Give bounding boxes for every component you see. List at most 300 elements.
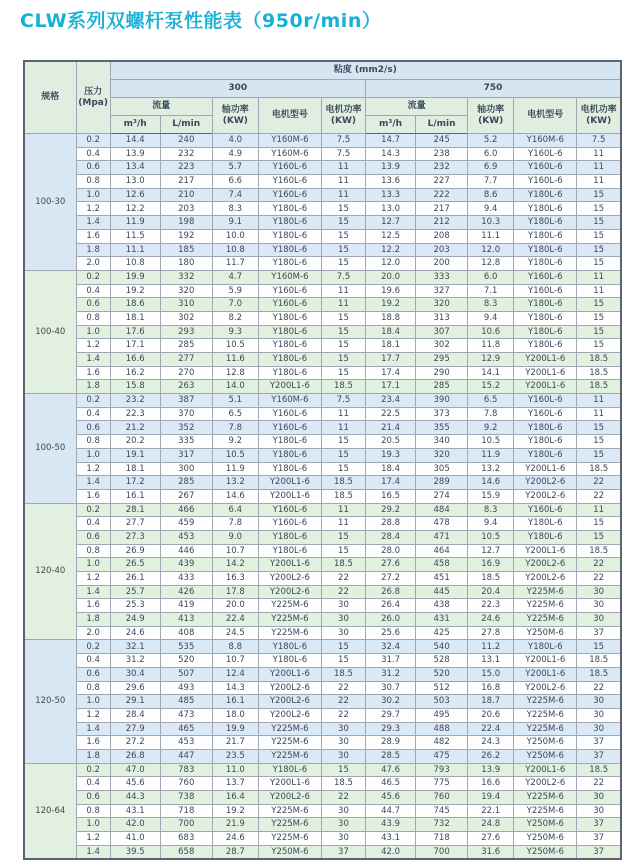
pressure-cell: 1.2	[76, 202, 110, 216]
header-motor-model-750: 电机型号	[514, 98, 577, 134]
motor-power-cell-300: 15	[321, 202, 365, 216]
motor-power-cell-300: 15	[321, 257, 365, 271]
motor-power-cell-750: 18.5	[577, 462, 621, 476]
shaft-power-label: 轴功率	[221, 105, 249, 116]
motor-model-cell-750: Y180L-6	[514, 257, 577, 271]
flow-lmin-cell-750: 333	[416, 270, 468, 284]
shaft-power-cell-750: 6.5	[468, 394, 514, 408]
shaft-power-cell-300: 9.3	[212, 325, 258, 339]
shaft-power-cell-300: 11.7	[212, 257, 258, 271]
table-row	[24, 462, 621, 476]
motor-model-cell-750: Y225M-6	[514, 613, 577, 627]
flow-m3h-cell-300: 32.1	[110, 640, 160, 654]
spec-cell: 100-50	[24, 394, 76, 504]
table-row	[24, 202, 621, 216]
motor-model-cell-300: Y180L-6	[258, 640, 321, 654]
shaft-power-cell-750: 15.0	[468, 667, 514, 681]
table-row	[24, 175, 621, 189]
flow-m3h-cell-750: 13.0	[366, 202, 416, 216]
motor-power-cell-300: 15	[321, 462, 365, 476]
motor-model-cell-300: Y180L-6	[258, 353, 321, 367]
motor-model-cell-300: Y200L2-6	[258, 791, 321, 805]
flow-m3h-cell-300: 26.9	[110, 544, 160, 558]
motor-power-cell-750: 22	[577, 558, 621, 572]
motor-model-cell-300: Y225M-6	[258, 599, 321, 613]
pressure-cell: 1.0	[76, 325, 110, 339]
flow-m3h-cell-300: 13.9	[110, 147, 160, 161]
flow-m3h-cell-750: 45.6	[366, 791, 416, 805]
shaft-power-cell-300: 4.9	[212, 147, 258, 161]
motor-power-cell-750: 11	[577, 270, 621, 284]
motor-power-cell-750: 37	[577, 832, 621, 846]
flow-lmin-cell-750: 482	[416, 736, 468, 750]
motor-model-cell-750: Y160L-6	[514, 407, 577, 421]
flow-m3h-cell-300: 15.8	[110, 380, 160, 394]
shaft-power-cell-750: 27.8	[468, 626, 514, 640]
flow-lmin-cell-300: 285	[160, 476, 212, 490]
pressure-cell: 0.6	[76, 298, 110, 312]
flow-m3h-cell-300: 11.5	[110, 229, 160, 243]
flow-lmin-cell-300: 293	[160, 325, 212, 339]
motor-model-cell-300: Y180L-6	[258, 462, 321, 476]
motor-model-cell-750: Y180L-6	[514, 517, 577, 531]
shaft-power-cell-300: 10.7	[212, 544, 258, 558]
table-row	[24, 777, 621, 791]
motor-model-cell-300: Y160L-6	[258, 517, 321, 531]
table-header	[24, 61, 621, 134]
flow-m3h-cell-300: 18.6	[110, 298, 160, 312]
motor-power-cell-750: 15	[577, 216, 621, 230]
flow-lmin-cell-300: 267	[160, 489, 212, 503]
flow-lmin-cell-750: 327	[416, 284, 468, 298]
flow-m3h-cell-300: 16.2	[110, 366, 160, 380]
motor-model-cell-750: Y200L1-6	[514, 544, 577, 558]
pressure-cell: 1.4	[76, 845, 110, 859]
motor-power-cell-300: 15	[321, 339, 365, 353]
motor-power-cell-750: 22	[577, 681, 621, 695]
motor-model-cell-750: Y180L-6	[514, 188, 577, 202]
pressure-cell: 1.6	[76, 489, 110, 503]
motor-power-cell-750: 11	[577, 407, 621, 421]
shaft-power-cell-750: 11.1	[468, 229, 514, 243]
motor-model-cell-300: Y160L-6	[258, 188, 321, 202]
shaft-power-cell-750: 5.2	[468, 134, 514, 148]
shaft-power-cell-300: 8.8	[212, 640, 258, 654]
motor-power-cell-750: 30	[577, 722, 621, 736]
pressure-cell: 1.6	[76, 229, 110, 243]
pressure-cell: 1.0	[76, 188, 110, 202]
table-row	[24, 681, 621, 695]
shaft-power-cell-300: 21.9	[212, 818, 258, 832]
flow-lmin-cell-300: 419	[160, 599, 212, 613]
shaft-power-label: 轴功率	[477, 105, 505, 116]
flow-lmin-cell-300: 738	[160, 791, 212, 805]
motor-power-cell-750: 15	[577, 325, 621, 339]
motor-power-cell-750: 37	[577, 736, 621, 750]
flow-lmin-cell-750: 700	[416, 845, 468, 859]
shaft-power-cell-750: 20.4	[468, 585, 514, 599]
flow-lmin-cell-300: 413	[160, 613, 212, 627]
shaft-power-cell-750: 24.3	[468, 736, 514, 750]
flow-m3h-cell-750: 25.6	[366, 626, 416, 640]
header-unit-lmin-750: L/min	[416, 116, 468, 134]
motor-power-cell-300: 15	[321, 216, 365, 230]
motor-power-cell-750: 15	[577, 435, 621, 449]
motor-power-cell-300: 15	[321, 325, 365, 339]
flow-m3h-cell-750: 14.3	[366, 147, 416, 161]
flow-m3h-cell-300: 29.6	[110, 681, 160, 695]
flow-lmin-cell-300: 465	[160, 722, 212, 736]
flow-lmin-cell-750: 208	[416, 229, 468, 243]
pressure-cell: 1.4	[76, 353, 110, 367]
flow-m3h-cell-750: 12.0	[366, 257, 416, 271]
header-shaft-power-300	[212, 98, 258, 134]
table-row	[24, 667, 621, 681]
flow-lmin-cell-300: 317	[160, 448, 212, 462]
motor-power-cell-750: 22	[577, 489, 621, 503]
pressure-cell: 1.6	[76, 736, 110, 750]
flow-m3h-cell-750: 21.4	[366, 421, 416, 435]
flow-m3h-cell-300: 21.2	[110, 421, 160, 435]
table-row	[24, 722, 621, 736]
flow-lmin-cell-750: 478	[416, 517, 468, 531]
flow-lmin-cell-300: 332	[160, 270, 212, 284]
shaft-power-unit: (KW)	[222, 115, 248, 126]
pressure-cell: 1.2	[76, 708, 110, 722]
motor-model-cell-300: Y180L-6	[258, 257, 321, 271]
spec-cell: 100-30	[24, 134, 76, 271]
flow-lmin-cell-750: 307	[416, 325, 468, 339]
motor-power-cell-750: 11	[577, 284, 621, 298]
motor-model-cell-750: Y250M-6	[514, 832, 577, 846]
shaft-power-cell-750: 31.6	[468, 845, 514, 859]
flow-m3h-cell-300: 27.2	[110, 736, 160, 750]
motor-power-cell-300: 30	[321, 818, 365, 832]
table-row	[24, 763, 621, 777]
motor-model-cell-300: Y160M-6	[258, 134, 321, 148]
motor-model-cell-750: Y180L-6	[514, 229, 577, 243]
motor-power-cell-750: 11	[577, 147, 621, 161]
flow-lmin-cell-300: 203	[160, 202, 212, 216]
motor-model-cell-300: Y180L-6	[258, 339, 321, 353]
table-row	[24, 407, 621, 421]
flow-m3h-cell-300: 10.8	[110, 257, 160, 271]
flow-m3h-cell-300: 19.2	[110, 284, 160, 298]
flow-lmin-cell-750: 305	[416, 462, 468, 476]
shaft-power-cell-750: 7.7	[468, 175, 514, 189]
flow-lmin-cell-300: 277	[160, 353, 212, 367]
flow-lmin-cell-300: 370	[160, 407, 212, 421]
shaft-power-cell-750: 6.0	[468, 270, 514, 284]
table-row	[24, 216, 621, 230]
motor-power-cell-750: 15	[577, 202, 621, 216]
motor-model-cell-300: Y225M-6	[258, 818, 321, 832]
flow-lmin-cell-750: 285	[416, 380, 468, 394]
shaft-power-cell-750: 6.9	[468, 161, 514, 175]
motor-model-cell-750: Y200L2-6	[514, 681, 577, 695]
motor-power-cell-300: 22	[321, 791, 365, 805]
shaft-power-cell-300: 6.5	[212, 407, 258, 421]
motor-power-cell-300: 7.5	[321, 147, 365, 161]
flow-lmin-cell-300: 300	[160, 462, 212, 476]
motor-power-cell-300: 18.5	[321, 476, 365, 490]
motor-model-cell-300: Y225M-6	[258, 749, 321, 763]
shaft-power-cell-300: 11.9	[212, 462, 258, 476]
shaft-power-cell-750: 12.9	[468, 353, 514, 367]
motor-model-cell-750: Y200L2-6	[514, 476, 577, 490]
flow-m3h-cell-300: 18.1	[110, 462, 160, 476]
motor-model-cell-300: Y200L2-6	[258, 585, 321, 599]
table-body	[24, 134, 621, 860]
flow-lmin-cell-300: 760	[160, 777, 212, 791]
flow-m3h-cell-750: 31.7	[366, 654, 416, 668]
shaft-power-cell-300: 10.5	[212, 339, 258, 353]
motor-model-cell-300: Y180L-6	[258, 229, 321, 243]
motor-power-cell-300: 11	[321, 188, 365, 202]
flow-m3h-cell-750: 17.1	[366, 380, 416, 394]
motor-model-cell-750: Y200L1-6	[514, 654, 577, 668]
flow-m3h-cell-750: 26.4	[366, 599, 416, 613]
flow-m3h-cell-750: 13.6	[366, 175, 416, 189]
motor-power-cell-750: 22	[577, 777, 621, 791]
flow-m3h-cell-300: 31.2	[110, 654, 160, 668]
flow-lmin-cell-300: 408	[160, 626, 212, 640]
flow-m3h-cell-300: 45.6	[110, 777, 160, 791]
motor-model-cell-750: Y225M-6	[514, 804, 577, 818]
flow-lmin-cell-300: 270	[160, 366, 212, 380]
flow-lmin-cell-750: 222	[416, 188, 468, 202]
flow-lmin-cell-750: 232	[416, 161, 468, 175]
flow-lmin-cell-300: 459	[160, 517, 212, 531]
motor-power-cell-300: 30	[321, 722, 365, 736]
motor-model-cell-750: Y200L1-6	[514, 380, 577, 394]
pressure-cell: 0.2	[76, 134, 110, 148]
motor-power-cell-750: 15	[577, 421, 621, 435]
flow-lmin-cell-750: 313	[416, 311, 468, 325]
shaft-power-cell-300: 13.7	[212, 777, 258, 791]
flow-m3h-cell-300: 22.3	[110, 407, 160, 421]
motor-model-cell-750: Y225M-6	[514, 585, 577, 599]
flow-lmin-cell-750: 295	[416, 353, 468, 367]
flow-lmin-cell-300: 263	[160, 380, 212, 394]
motor-power-cell-750: 30	[577, 804, 621, 818]
shaft-power-cell-300: 13.2	[212, 476, 258, 490]
motor-power-cell-750: 15	[577, 257, 621, 271]
table-row	[24, 544, 621, 558]
flow-lmin-cell-750: 732	[416, 818, 468, 832]
flow-lmin-cell-750: 289	[416, 476, 468, 490]
flow-lmin-cell-750: 302	[416, 339, 468, 353]
flow-lmin-cell-750: 488	[416, 722, 468, 736]
shaft-power-cell-750: 24.8	[468, 818, 514, 832]
performance-table	[23, 60, 622, 860]
table-row	[24, 421, 621, 435]
motor-model-cell-750: Y250M-6	[514, 626, 577, 640]
flow-m3h-cell-300: 47.0	[110, 763, 160, 777]
pressure-cell: 0.6	[76, 161, 110, 175]
motor-model-cell-300: Y160L-6	[258, 161, 321, 175]
motor-power-cell-300: 22	[321, 708, 365, 722]
pressure-cell: 1.4	[76, 585, 110, 599]
pressure-cell: 0.4	[76, 517, 110, 531]
flow-lmin-cell-300: 232	[160, 147, 212, 161]
flow-lmin-cell-750: 320	[416, 448, 468, 462]
shaft-power-cell-300: 10.5	[212, 448, 258, 462]
flow-m3h-cell-750: 16.5	[366, 489, 416, 503]
flow-m3h-cell-750: 27.2	[366, 572, 416, 586]
table-row	[24, 270, 621, 284]
motor-model-cell-300: Y180L-6	[258, 366, 321, 380]
flow-m3h-cell-750: 18.1	[366, 339, 416, 353]
flow-lmin-cell-750: 484	[416, 503, 468, 517]
motor-model-cell-300: Y180L-6	[258, 202, 321, 216]
flow-m3h-cell-750: 46.5	[366, 777, 416, 791]
motor-power-cell-300: 22	[321, 585, 365, 599]
table-row	[24, 188, 621, 202]
motor-power-cell-300: 11	[321, 503, 365, 517]
flow-lmin-cell-300: 185	[160, 243, 212, 257]
motor-power-cell-750: 18.5	[577, 763, 621, 777]
motor-model-cell-300: Y180L-6	[258, 530, 321, 544]
motor-power-cell-750: 18.5	[577, 667, 621, 681]
flow-m3h-cell-750: 17.4	[366, 476, 416, 490]
flow-lmin-cell-300: 446	[160, 544, 212, 558]
motor-model-cell-300: Y180L-6	[258, 448, 321, 462]
motor-power-unit: (KW)	[586, 115, 612, 126]
flow-lmin-cell-750: 718	[416, 832, 468, 846]
motor-power-cell-750: 11	[577, 161, 621, 175]
flow-m3h-cell-300: 27.3	[110, 530, 160, 544]
motor-model-cell-300: Y225M-6	[258, 832, 321, 846]
motor-model-cell-300: Y180L-6	[258, 216, 321, 230]
flow-lmin-cell-300: 302	[160, 311, 212, 325]
motor-power-cell-750: 22	[577, 572, 621, 586]
motor-model-cell-750: Y180L-6	[514, 243, 577, 257]
flow-m3h-cell-750: 29.7	[366, 708, 416, 722]
motor-model-cell-300: Y180L-6	[258, 325, 321, 339]
motor-model-cell-750: Y180L-6	[514, 530, 577, 544]
shaft-power-cell-750: 20.6	[468, 708, 514, 722]
motor-power-cell-300: 15	[321, 353, 365, 367]
flow-m3h-cell-300: 41.0	[110, 832, 160, 846]
motor-model-cell-300: Y200L2-6	[258, 572, 321, 586]
motor-model-cell-750: Y200L2-6	[514, 572, 577, 586]
motor-model-cell-300: Y180L-6	[258, 243, 321, 257]
motor-model-cell-750: Y200L1-6	[514, 667, 577, 681]
flow-lmin-cell-750: 471	[416, 530, 468, 544]
pressure-cell: 1.8	[76, 243, 110, 257]
shaft-power-cell-750: 22.3	[468, 599, 514, 613]
flow-lmin-cell-300: 198	[160, 216, 212, 230]
shaft-power-cell-750: 9.4	[468, 202, 514, 216]
flow-lmin-cell-300: 320	[160, 284, 212, 298]
motor-model-cell-300: Y160L-6	[258, 503, 321, 517]
flow-m3h-cell-750: 20.5	[366, 435, 416, 449]
motor-power-cell-300: 37	[321, 845, 365, 859]
motor-power-cell-750: 30	[577, 791, 621, 805]
motor-model-cell-750: Y160L-6	[514, 161, 577, 175]
pressure-cell: 1.2	[76, 572, 110, 586]
table-row	[24, 695, 621, 709]
motor-model-cell-750: Y250M-6	[514, 749, 577, 763]
table-row	[24, 572, 621, 586]
motor-model-cell-750: Y250M-6	[514, 818, 577, 832]
pressure-cell: 1.0	[76, 818, 110, 832]
pressure-cell: 1.8	[76, 380, 110, 394]
motor-model-cell-750: Y160L-6	[514, 175, 577, 189]
flow-lmin-cell-300: 700	[160, 818, 212, 832]
pressure-cell: 0.6	[76, 791, 110, 805]
shaft-power-cell-300: 7.4	[212, 188, 258, 202]
flow-lmin-cell-750: 425	[416, 626, 468, 640]
flow-lmin-cell-300: 217	[160, 175, 212, 189]
motor-model-cell-750: Y160L-6	[514, 503, 577, 517]
motor-power-cell-300: 15	[321, 311, 365, 325]
table-row	[24, 476, 621, 490]
flow-m3h-cell-750: 43.9	[366, 818, 416, 832]
flow-m3h-cell-300: 25.7	[110, 585, 160, 599]
flow-m3h-cell-300: 12.6	[110, 188, 160, 202]
motor-model-cell-300: Y160L-6	[258, 421, 321, 435]
motor-model-cell-300: Y225M-6	[258, 722, 321, 736]
flow-lmin-cell-750: 438	[416, 599, 468, 613]
motor-power-cell-300: 18.5	[321, 489, 365, 503]
flow-lmin-cell-750: 203	[416, 243, 468, 257]
motor-power-cell-750: 15	[577, 188, 621, 202]
flow-lmin-cell-300: 285	[160, 339, 212, 353]
shaft-power-cell-750: 13.9	[468, 763, 514, 777]
flow-lmin-cell-750: 451	[416, 572, 468, 586]
header-flow-300: 流量	[110, 98, 212, 116]
pressure-cell: 0.4	[76, 147, 110, 161]
flow-lmin-cell-300: 223	[160, 161, 212, 175]
motor-power-cell-750: 37	[577, 749, 621, 763]
flow-m3h-cell-300: 11.1	[110, 243, 160, 257]
motor-power-cell-300: 15	[321, 544, 365, 558]
spec-cell: 100-40	[24, 270, 76, 393]
table-row	[24, 791, 621, 805]
motor-power-cell-300: 30	[321, 749, 365, 763]
flow-m3h-cell-750: 19.3	[366, 448, 416, 462]
shaft-power-cell-300: 7.8	[212, 517, 258, 531]
flow-m3h-cell-300: 16.1	[110, 489, 160, 503]
table-row	[24, 243, 621, 257]
shaft-power-cell-300: 6.6	[212, 175, 258, 189]
header-spec	[24, 61, 76, 134]
flow-m3h-cell-300: 13.4	[110, 161, 160, 175]
table-row	[24, 339, 621, 353]
motor-model-cell-300: Y225M-6	[258, 804, 321, 818]
flow-m3h-cell-300: 27.7	[110, 517, 160, 531]
shaft-power-cell-750: 8.3	[468, 298, 514, 312]
shaft-power-cell-750: 16.9	[468, 558, 514, 572]
flow-lmin-cell-750: 760	[416, 791, 468, 805]
flow-m3h-cell-750: 17.4	[366, 366, 416, 380]
shaft-power-cell-750: 11.2	[468, 640, 514, 654]
pressure-cell: 1.6	[76, 599, 110, 613]
flow-m3h-cell-750: 43.1	[366, 832, 416, 846]
motor-power-cell-300: 30	[321, 599, 365, 613]
shaft-power-cell-750: 18.7	[468, 695, 514, 709]
header-flow-750: 流量	[366, 98, 468, 116]
flow-m3h-cell-750: 19.2	[366, 298, 416, 312]
shaft-power-cell-300: 16.3	[212, 572, 258, 586]
motor-model-cell-300: Y180L-6	[258, 435, 321, 449]
motor-model-cell-300: Y200L2-6	[258, 695, 321, 709]
header-pressure-unit: (Mpa)	[78, 97, 108, 108]
flow-m3h-cell-750: 18.4	[366, 462, 416, 476]
shaft-power-cell-300: 14.0	[212, 380, 258, 394]
